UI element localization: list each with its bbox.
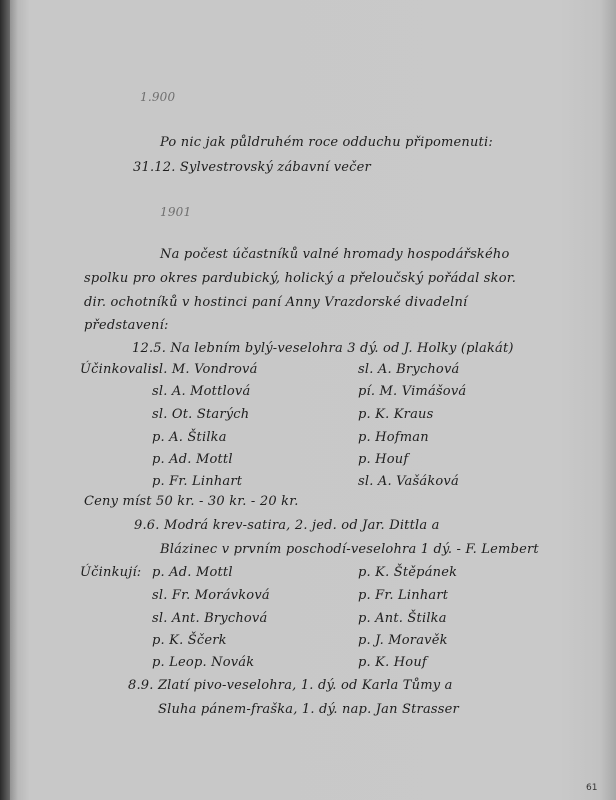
paragraph-line-1: Na počest účastníků valné hromady hospodářského — [160, 247, 510, 262]
play-2-title-b: Blázinec v prvním poschodí-veselohra 1 dý. - F. Lembert — [160, 542, 539, 557]
cast1-left-1: sl. M. Vondrová — [152, 362, 258, 377]
play-1-title: 12.5. Na lebním bylý-veselohra 3 dý. od J. Holky (plakát) — [132, 341, 514, 356]
event-31-12: 31.12. Sylvestrovský zábavní večer — [133, 160, 371, 175]
cast2-right-2: p. Fr. Linhart — [358, 588, 449, 603]
ticket-prices: Ceny míst 50 kr. - 30 kr. - 20 kr. — [84, 494, 299, 509]
year-1901: 1901 — [160, 205, 192, 219]
cast2-right-4: p. J. Moravěk — [358, 633, 448, 648]
cast1-left-4: p. A. Štilka — [152, 430, 227, 445]
cast2-left-3: sl. Ant. Brychová — [152, 611, 268, 626]
label-ucinkovali: Účinkovali: — [80, 362, 157, 377]
play-3-title-a: 8.9. Zlatí pivo-veselohra, 1. dý. od Karla Tůmy a — [128, 678, 453, 693]
cast2-left-1: p. Ad. Mottl — [152, 565, 233, 580]
book-gutter — [0, 0, 10, 800]
cast2-left-4: p. K. Ščerk — [152, 633, 227, 648]
paragraph-line-3: dir. ochotníků v hostinci paní Anny Vrazdorské divadelní — [84, 295, 468, 310]
cast1-right-3: p. K. Kraus — [358, 407, 434, 422]
cast1-left-5: p. Ad. Mottl — [152, 452, 233, 467]
cast1-right-4: p. Hofman — [358, 430, 429, 445]
cast2-left-5: p. Leop. Novák — [152, 655, 255, 670]
cast2-right-1: p. K. Štěpánek — [358, 565, 458, 580]
play-3-title-b: Sluha pánem-fraška, 1. dý. nap. Jan Strasser — [158, 702, 459, 717]
paragraph-line-4: představení: — [84, 318, 169, 333]
cast1-left-2: sl. A. Mottlová — [152, 384, 251, 399]
cast1-right-1: sl. A. Brychová — [358, 362, 460, 377]
cast1-right-6: sl. A. Vašáková — [358, 474, 459, 489]
cast1-left-6: p. Fr. Linhart — [152, 474, 243, 489]
label-ucinkuji: Účinkují: — [80, 565, 142, 580]
cast2-right-3: p. Ant. Štilka — [358, 611, 447, 626]
cast2-left-2: sl. Fr. Morávková — [152, 588, 270, 603]
intro-line: Po nic jak půldruhém roce odduchu připomenuti: — [160, 135, 493, 150]
cast2-right-5: p. K. Houf — [358, 655, 427, 670]
cast1-right-2: pí. M. Vimášová — [358, 384, 467, 399]
cast1-left-3: sl. Ot. Starých — [152, 407, 250, 422]
paragraph-line-2: spolku pro okres pardubický, holický a přeloučský pořádal skor. — [84, 271, 517, 286]
play-2-title-a: 9.6. Modrá krev-satira, 2. jed. od Jar. Dittla a — [134, 518, 440, 533]
year-1900: 1.900 — [140, 90, 176, 104]
page-number: 61 — [586, 783, 598, 793]
cast1-right-5: p. Houf — [358, 452, 409, 467]
